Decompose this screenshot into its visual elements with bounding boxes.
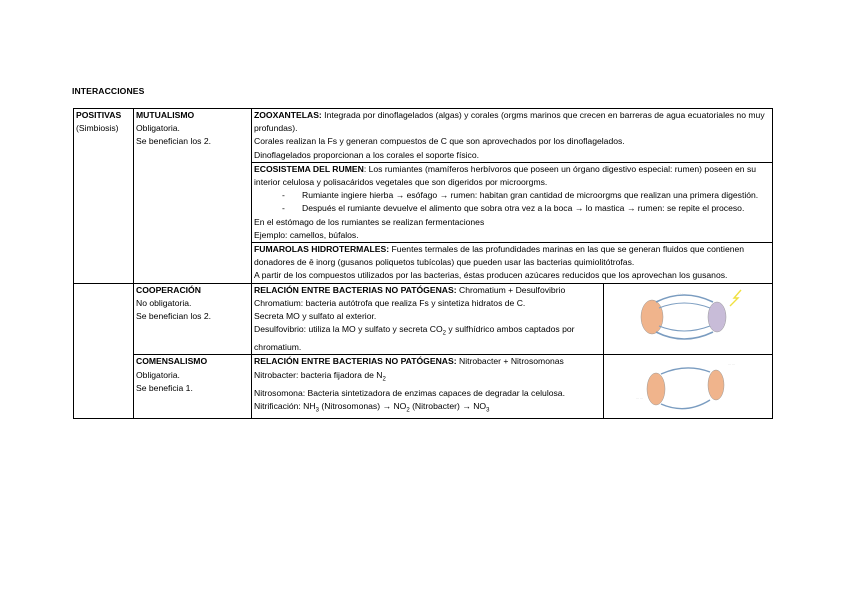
section-text: : Los rumiantes (mamíferos herbívoros que poseen un órgano digestivo especial: rumen) poseen en su interior celulosa y polisacáridos vegetales que son digeridos por microorgms. [254,163,757,188]
bacteria-left-icon [641,300,663,334]
cycle-arrow-top2-icon [659,303,710,308]
interactions-table [73,108,773,419]
cycle-arrow-bottom-icon [656,332,713,339]
table-row [74,283,773,355]
section-text: Ejemplo: camellos, búfalos. [254,229,359,240]
bacteria-right-icon [708,302,726,332]
type-line: Se benefician los 2. [136,136,212,147]
commensalism-diagram-cell [604,355,773,418]
section-text: Chromatium: bacteria autótrofa que realiza Fs y sintetiza hidratos de C. [254,297,526,308]
rumen-cell [252,162,773,242]
cycle-arrow-top-icon [661,368,710,374]
type-line: No obligatoria. [136,297,192,308]
light-bolt-icon [730,290,741,306]
commensalism-diagram [606,355,771,417]
page-title: INTERACCIONES [72,86,145,96]
section-text: Corales realizan la Fs y generan compuestos de C que son aprovechados por los dinoflagelados. [254,136,625,147]
section-text: Dinoflagelados proporcionan a los corales el soporte físico. [254,149,479,160]
cycle-arrow-top-icon [656,295,713,302]
list-item: - Después el rumiante devuelve el alimento que sobra otra vez a la boca → lo mastica → rumen: se repite el proceso. [282,203,745,214]
table-row [74,109,773,163]
type-cell-cooperacion [134,283,252,355]
cooperation-diagram [606,284,771,346]
section-heading: ZOOXANTELAS: [254,110,322,120]
section-text: Integrada por dinoflagelados (algas) y corales (orgms marinos que crecen en barreras de agua ecuatoriales no muy profundas). [254,110,765,134]
bacteria-right-icon [708,370,724,400]
category-cell [74,109,134,284]
cycle-arrow-bottom-icon [661,400,710,409]
section-heading: ECOSISTEMA DEL RUMEN [254,163,364,174]
zooxantelas-cell [252,109,773,163]
nitrification-line: Nitrificación: $NH_3$ (Nitrosomonas) → $NO_2$ (Nitrobacter) → $NO_3$ [254,400,490,414]
section-text: Fuentes termales de las profundidades marinas en las que se generan fluidos que contienen donadores de ē inorg (gusanos poliquetos tubícolas) que pueden usar las bacterias quimiolitótrofas. [254,244,745,268]
cycle-arrow-bottom2-icon [659,326,710,331]
type-name: COOPERACIÓN [136,284,201,295]
section-text: Secreta MO y sulfato al exterior. [254,311,377,322]
comensalismo-text-cell: RELACIÓN ENTRE BACTERIAS NO PATÓGENAS: Nitrobacter + Nitrosomonas Nitrobacter: bacteria fijadora de $N_2$ Nitrosomona: Bacteria sintetizadora de enzimas capaces de degradar la celulosa. Nitrificación: $NH_3$ (Nitrosomonas) → $NO_2$ (Nitrobacter) → $NO_3$ [252,355,604,418]
table-row [74,355,773,418]
type-line: Obligatoria. [136,369,180,380]
cooperacion-text-cell: RELACIÓN ENTRE BACTERIAS NO PATÓGENAS: Chromatium + Desulfovibrio Chromatium: bacteria autótrofa que realiza Fs y sintetiza hidratos de C. Secreta MO y sulfato al exterior. Desulfovibrio: utiliza la MO y sulfato y secreta $CO_2$ y sulfhídrico ambos captados por chromatium. [252,283,604,355]
type-line: Obligatoria. [136,123,180,134]
type-line: Se benefician los 2. [136,311,212,322]
type-line: Se beneficia 1. [136,382,193,393]
type-name: COMENSALISMO [136,356,208,367]
section-heading: RELACIÓN ENTRE BACTERIAS NO PATÓGENAS: [254,284,457,295]
section-text: En el estómago de los rumiantes se realizan fermentaciones [254,216,485,227]
svg-text:··· ···: ··· ··· [636,396,643,401]
section-text: A partir de los compuestos utilizados por las bacterias, éstas producen azúcares reducidos que los aprovechan los gusanos. [254,270,728,281]
type-cell-mutualismo [134,109,252,284]
section-heading: RELACIÓN ENTRE BACTERIAS NO PATÓGENAS: [254,356,457,367]
type-cell-comensalismo [134,355,252,418]
svg-text:··· ···: ··· ··· [728,362,735,367]
fumarolas-cell [252,243,773,284]
category-label: POSITIVAS [76,110,122,120]
section-text: Nitrosomona: Bacteria sintetizadora de enzimas capaces de degradar la celulosa. [254,387,565,398]
type-name: MUTUALISMO [136,110,195,120]
svg-text:· · ·: · · · [678,290,683,295]
section-heading: FUMAROLAS HIDROTERMALES: [254,244,390,255]
category-sub: (Simbiosis) [76,123,119,134]
list-item: - Rumiante ingiere hierba → esófago → rumen: habitan gran cantidad de microorgms que realizan una primera digestión. [282,190,759,201]
cooperation-diagram-cell [604,283,773,355]
bacteria-left-icon [647,373,665,405]
